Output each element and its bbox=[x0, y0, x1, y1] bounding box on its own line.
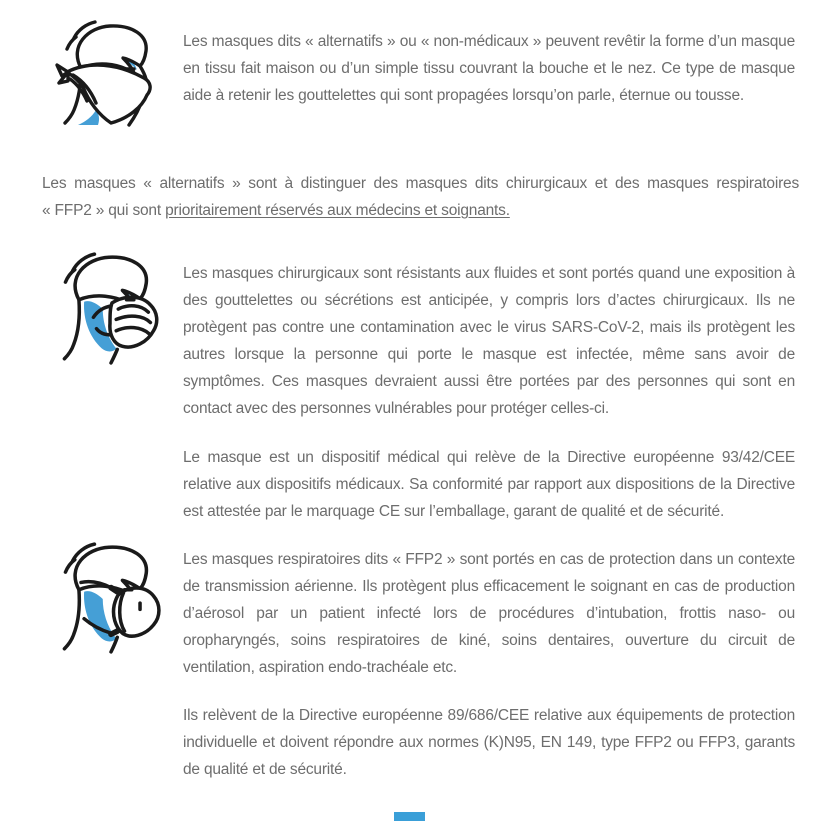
ffp2-masks-paragraph: Les masques respiratoires dits « FFP2 » sont portés en cas de protection dans un contexte de transmission aérienne. Ils protègent plus efficacement le soignant en cas de production d’aérosol par un patient infecté lors de procédures d’intubation, frottis naso- ou oropharyngés, soins respiratoires de kiné, soins dentaires, ouverture du circuit de ventilation, aspiration endo-trachéale etc. bbox=[183, 551, 795, 676]
surgical-mask-head-icon bbox=[52, 250, 168, 371]
distinction-note-lead: Les masques « alternatifs » sont à distinguer des masques dits chirurgicaux et des masques respiratoires « FFP2 » qui sont bbox=[42, 175, 799, 219]
alternative-masks-paragraph: Les masques dits « alternatifs » ou « non-médicaux » peuvent revêtir la forme d’un masque en tissu fait maison ou d’un simple tissu couvrant la bouche et le nez. Ce type de masque aide à retenir les gouttelettes qui sont propagées lorsqu’on parle, éternue ou tousse. bbox=[183, 33, 795, 104]
priority-underlined-text: prioritairement réservés aux médecins et soignants. bbox=[165, 202, 510, 219]
bandana-cloth-mask-head-icon bbox=[54, 18, 166, 135]
surgical-directive-paragraph: Le masque est un dispositif médical qui relève de la Directive européenne 93/42/CEE relative aux dispositifs médicaux. Sa conformité par rapport aux dispositions de la Directive est attestée par le marquage CE sur l’emballage, garant de qualité et de sécurité. bbox=[183, 449, 795, 520]
bottom-blue-marker bbox=[394, 812, 425, 821]
ffp2-directive-paragraph: Ils relèvent de la Directive européenne 89/686/CEE relative aux équipements de protection individuelle et doivent répondre aux normes (K)N95, EN 149, type FFP2 ou FFP3, garants de qualité et de sécurité. bbox=[183, 707, 795, 778]
surgical-masks-paragraph: Les masques chirurgicaux sont résistants aux fluides et sont portés quand une exposition à des gouttelettes ou sécrétions est anticipée, y compris lors d’actes chirurgicaux. Ils ne protègent pas contre une contamination avec le virus SARS-CoV-2, mais ils protègent les autres lorsque la personne qui porte le masque est infectée, même sans avoir de symptômes. Ces masques devraient aussi être portées par des personnes qui sont en contact avec des personnes vulnérables pour protéger celles-ci. bbox=[183, 265, 795, 417]
ffp2-respirator-head-icon bbox=[52, 540, 168, 661]
distinction-note-paragraph bbox=[42, 170, 799, 224]
